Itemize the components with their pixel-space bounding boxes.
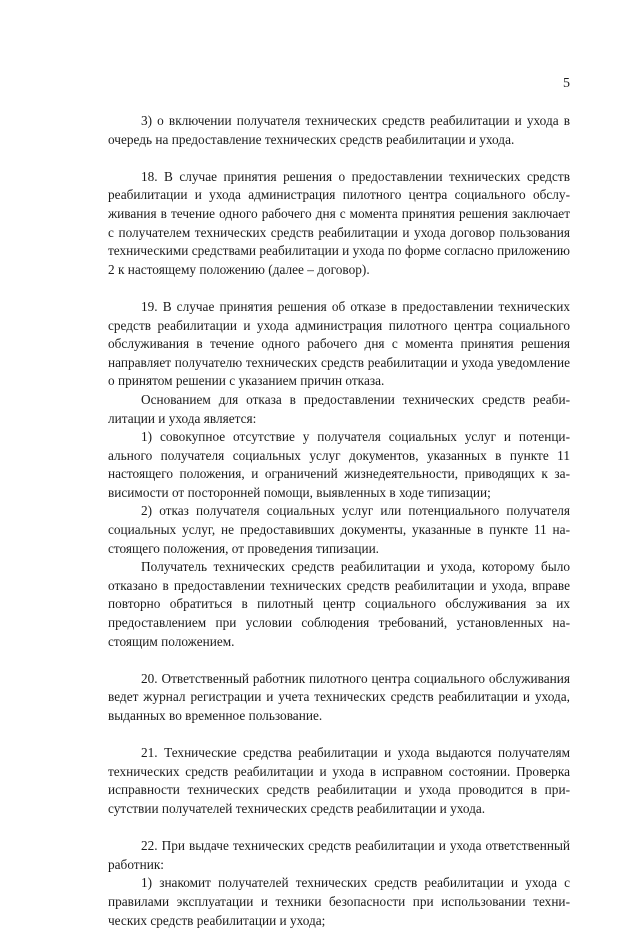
paragraph-21: 21. Технические средства реабилитации и ухода выдаются получателям технических средств реабилитации и ухода в исправном состоянии. Проверка исправности технических средств реабилитации и ухода проводится в присутствии получателей технических средств реабилитации и ухода. (108, 745, 570, 816)
paragraph-22-item-1: 1) знакомит получателей технических средств реабилитации и ухода с правилами эксплуатации и техники безопасности при использовании технических средств реабилитации и ухода; (108, 875, 570, 928)
paragraph-reapply: Получатель технических средств реабилитации и ухода, которому было отказано в предоставлении технических средств реабилитации и ухода, вправе повторно обратиться в пилотный центр социального обслуживания за их предоставлением при условии соблюдения требований, установленных настоящим положением. (108, 559, 570, 649)
paragraph-18: 18. В случае принятия решения о предоставлении технических средств реабилитации и ухода администрация пилотного центра социального обслуживания в течение одного рабочего дня с момента принятия решения заключает с получателем технических средств реабилитации и ухода договор пользования техническими средствами реабилитации и ухода по форме согласно приложению 2 к настоящему положению (далее – договор). (108, 168, 570, 277)
document-body (108, 112, 570, 930)
paragraph-20: 20. Ответственный работник пилотного центра социального обслуживания ведет журнал регистрации и учета технических средств реабилитации и ухода, выданных во временное пользование. (108, 670, 570, 723)
paragraph-refusal-grounds: Основанием для отказа в предоставлении технических средств реабилитации и ухода является: (108, 391, 570, 426)
paragraph-item-3: 3) о включении получателя технических средств реабилитации и ухода в очередь на предоставление технических средств реабилитации и ухода. (108, 113, 570, 147)
paragraph-22: 22. При выдаче технических средств реабилитации и ухода ответственный работник: (108, 838, 570, 872)
paragraph-refusal-item-1: 1) совокупное отсутствие у получателя социальных услуг и потенциального получателя социальных услуг документов, указанных в пункте 11 настоящего положения, и ограничений жизнедеятельности, приводящих к зависимости от посторонней помощи, выявленных в ходе типизации; (108, 429, 570, 500)
page-number: 5 (563, 76, 570, 91)
paragraph-19: 19. В случае принятия решения об отказе в предоставлении технических средств реабилитации и ухода администрация пилотного центра социального обслуживания в течение одного рабочего дня с момента принятия решения направляет получателю технических средств реабилитации и ухода уведомление о принятом решении с указанием причин отказа. (108, 298, 570, 389)
paragraph-refusal-item-2: 2) отказ получателя социальных услуг или потенциального получателя социальных услуг, не предоставивших документы, указанные в пункте 11 настоящего положения, от проведения типизации. (108, 503, 570, 556)
